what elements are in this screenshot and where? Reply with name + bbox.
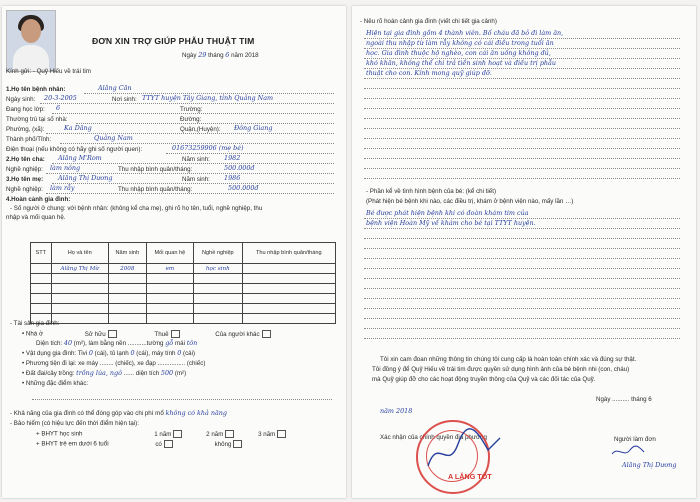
table-cell (242, 294, 335, 304)
reason-label: - Nêu rõ hoàn cảnh gia đình (viết chi tiết gia cảnh) (360, 18, 497, 25)
table-cell: Alăng Thị Mừ (51, 264, 108, 274)
disease-label: - Phần kể về tình hình bệnh của bé: (kể chi tiết) (366, 188, 497, 195)
household-note-2: nhập và mối quan hệ. (6, 214, 66, 221)
pledge-line-3: mà Quỹ giúp đỡ cho các hoạt động truyền thông của Quỹ và các đối tác của Quỹ. (372, 376, 596, 383)
district-value: Đông Giang (234, 124, 273, 132)
reason-line: Hiện tại gia đình gồm 4 thành viên. Bố cháu đã bỏ đi làm ăn, (366, 29, 564, 37)
dotted-line (364, 238, 680, 239)
table-cell (51, 314, 108, 324)
table-cell (242, 264, 335, 274)
dotted-line (364, 338, 680, 339)
right-page (352, 6, 696, 498)
table-cell (194, 294, 243, 304)
special-label: • Những đặc điểm khác: (22, 380, 89, 387)
dotted-line (364, 108, 680, 109)
left-date: năm 2018 (380, 407, 413, 415)
table-cell (146, 274, 193, 284)
ward-value: Ka Dăng (64, 124, 92, 132)
date-line: Ngày 29 tháng 6 năm 2018 (182, 51, 259, 59)
table-cell (194, 314, 243, 324)
table-cell (242, 274, 335, 284)
table-cell: 2008 (108, 264, 146, 274)
table-cell (242, 284, 335, 294)
mother-name: Alăng Thị Dương (58, 174, 113, 182)
table-cell (194, 284, 243, 294)
address-label: Thường trú tại số nhà: (6, 116, 68, 123)
table-cell (242, 304, 335, 314)
col-year: Năm sinh (108, 243, 146, 264)
table-cell (108, 314, 146, 324)
bhyt-child-row: + BHYT trẻ em dưới 6 tuổi có không (36, 440, 242, 448)
house-row: • Nhà ở Sở hữu Thuê Của người khác (22, 330, 271, 338)
addressee: Kính gửi: - Quỹ Hiếu về trái tim (6, 68, 91, 75)
table-row (31, 284, 336, 294)
mother-year-label: Năm sinh: (182, 176, 210, 183)
table-cell (146, 284, 193, 294)
bhyt-1yr-checkbox[interactable] (173, 430, 182, 438)
section1-heading: 1.Họ tên bệnh nhân: (6, 86, 66, 93)
left-page (2, 6, 346, 498)
dotted-line (364, 278, 680, 279)
dob-value: 20-3-2005 (44, 94, 77, 102)
street-label: Đường: (180, 116, 202, 123)
phone-value: 01673259906 (mẹ bé) (172, 144, 244, 152)
father-income: 500.000đ (224, 164, 255, 172)
dotted-line (364, 78, 680, 79)
bhyt-no-checkbox[interactable] (233, 440, 242, 448)
land-row: • Đất đai/cây trồng: trồng lúa, ngô ...... diện tích 500 (m²) (22, 369, 187, 377)
table-row (31, 264, 336, 274)
table-cell (146, 294, 193, 304)
dotted-line (364, 258, 680, 259)
table-row (31, 274, 336, 284)
col-name: Họ và tên (51, 243, 108, 264)
father-income-label: Thu nhập bình quân/tháng: (118, 166, 193, 173)
rent-checkbox[interactable] (171, 330, 180, 338)
disease-line: bệnh viện Hoàn Mỹ về khám cho bé tại TTYT huyện. (366, 219, 536, 227)
patient-name: Alăng Căn (98, 84, 132, 92)
goods-row: • Vật dụng gia đình: Tivi 0 (cái), tủ lạnh 0 (cái), máy tính 0 (cái) (22, 349, 196, 357)
table-cell (51, 294, 108, 304)
household-note-1: - Số người ở chung: với bệnh nhân: (không kể cha mẹ), ghi rõ họ tên, tuổi, nghề nghiệp, thu (10, 205, 263, 212)
dotted-line (364, 248, 680, 249)
table-row (31, 294, 336, 304)
father-name: Alăng M'Rom (58, 154, 102, 162)
bhyt-student-row: + BHYT học sinh 1 năm 2 năm 3 năm (36, 430, 286, 438)
ward-label: Phường, (xã): (6, 126, 45, 133)
school-label: Trường: (180, 106, 203, 113)
dotted-line (364, 268, 680, 269)
mother-income-label: Thu nhập bình quân/tháng: (118, 186, 193, 193)
household-table (30, 242, 336, 324)
table-cell (108, 294, 146, 304)
dob-label: Ngày sinh: (6, 96, 36, 103)
father-year-label: Năm sinh: (182, 156, 210, 163)
table-cell (242, 314, 335, 324)
table-cell (51, 304, 108, 314)
reason-line: thuật cho con. Kính mong quỹ giúp đỡ. (366, 69, 492, 77)
dotted-line (364, 168, 680, 169)
dotted-line (364, 308, 680, 309)
table-cell (51, 274, 108, 284)
father-year: 1982 (224, 154, 241, 162)
section4-heading: 4.Hoàn cảnh gia đình: (6, 196, 71, 203)
bhyt-3yr-checkbox[interactable] (277, 430, 286, 438)
applicant-initial-signature (610, 444, 646, 458)
dotted-line (364, 228, 680, 229)
sign-date: Ngày .......... tháng 6 (596, 396, 652, 403)
dotted-line (364, 318, 680, 319)
district-label: Quận,(Huyện): (180, 126, 221, 133)
table-cell: em (146, 264, 193, 274)
class-label: Đang học lớp: (6, 106, 45, 113)
dotted-line (364, 158, 680, 159)
table-cell (108, 284, 146, 294)
dotted-line (364, 128, 680, 129)
table-cell (31, 284, 52, 294)
dotted-line (364, 148, 680, 149)
col-job: Nghề nghiệp (194, 243, 243, 264)
patient-photo (6, 10, 56, 72)
vehicle-row: • Phương tiện đi lại: xe máy ........ (chiếc), xe đạp ................ (chiếc) (22, 360, 206, 367)
reason-line: khó khăn, không thể chi trả tiền sinh hoạt và điều trị phẫu (366, 59, 557, 67)
pledge-line-2: Tôi đồng ý để Quỹ Hiếu về trái tim được quyền sử dụng hình ảnh của bé bệnh nhi (con, cháu) (372, 366, 630, 373)
col-income: Thu nhập bình quân/tháng (242, 243, 335, 264)
disease-line: Bé được phát hiện bệnh khi có đoàn khám tim của (366, 209, 529, 217)
father-job-label: Nghề nghiệp: (6, 166, 43, 173)
assets-label: - Tài sản gia đình: (10, 320, 60, 327)
bhyt-yes-checkbox[interactable] (164, 440, 173, 448)
mother-income: 500.000đ (228, 184, 259, 192)
city-value: Quảng Nam (94, 134, 133, 142)
table-cell (108, 304, 146, 314)
dotted-line (364, 88, 680, 89)
dotted-line (364, 98, 680, 99)
class-value: 6 (56, 104, 61, 112)
birthplace-label: Nơi sinh: (112, 96, 137, 103)
dotted-line (364, 118, 680, 119)
ability-row: - Khả năng của gia đình có thể đóng góp vào chi phí mổ không có khả năng (10, 409, 228, 417)
form-title: ĐƠN XIN TRỢ GIÚP PHẪU THUẬT TIM (92, 36, 255, 46)
table-row (31, 314, 336, 324)
stamp-name: A LĂNG TỐT (448, 472, 492, 481)
phone-label: Điện thoại (nếu không có hãy ghi số người quen): (6, 146, 143, 153)
reason-line: học. Gia đình thuộc hộ nghèo, con cái ăn uống không đủ, (366, 49, 551, 57)
mother-job: làm rẫy (50, 184, 75, 192)
birthplace-value: TTYT huyện Tây Giang, tỉnh Quảng Nam (142, 94, 274, 102)
table-cell (51, 284, 108, 294)
table-cell (146, 304, 193, 314)
insurance-label: - Bảo hiểm (có hiệu lực đến thời điểm hiện tại): (10, 420, 139, 427)
someone-checkbox[interactable] (262, 330, 271, 338)
mother-job-label: Nghề nghiệp: (6, 186, 43, 193)
disease-sub: (Phát hiện bé bệnh khi nào, các điều trị, khám ở bệnh viện nào, mấy lần …) (366, 198, 574, 205)
table-cell (31, 264, 52, 274)
table-header-row (31, 243, 336, 264)
dotted-line (364, 298, 680, 299)
dotted-line (364, 288, 680, 289)
table-cell (31, 304, 52, 314)
table-cell (108, 274, 146, 284)
table-cell (31, 294, 52, 304)
father-job: làm nông (50, 164, 81, 172)
pledge-line-1: Tôi xin cam đoan những thông tin chúng tôi cung cấp là hoàn toàn chính xác và đúng sự thật. (380, 356, 637, 363)
reason-line: ngoài thu nhập từ làm rẫy không có cái điều trong tuổi ăn (366, 39, 554, 47)
mother-year: 1986 (224, 174, 241, 182)
applicant-signature: Alăng Thị Dương (622, 461, 677, 469)
dotted-line (364, 138, 680, 139)
official-signature (424, 426, 504, 476)
dotted-line (364, 178, 680, 179)
table-cell (31, 274, 52, 284)
area-row: Diện tích: 40 (m²), làm bằng nền ...........tường gỗ mái tôn (36, 339, 198, 347)
table-cell: học sinh (194, 264, 243, 274)
table-cell (146, 314, 193, 324)
section2-heading: 2.Họ tên cha: (6, 156, 45, 163)
table-row (31, 304, 336, 314)
local-confirm-label: Xác nhận của chính quyền địa phương (380, 434, 487, 441)
col-relation: Mối quan hệ (146, 243, 193, 264)
bhyt-2yr-checkbox[interactable] (225, 430, 234, 438)
col-stt: STT (31, 243, 52, 264)
dotted-line (364, 328, 680, 329)
table-cell (194, 304, 243, 314)
city-label: Thành phố/Tỉnh: (6, 136, 52, 143)
own-checkbox[interactable] (108, 330, 117, 338)
applicant-label: Người làm đơn (614, 436, 656, 443)
table-cell (194, 274, 243, 284)
section3-heading: 3.Họ tên mẹ: (6, 176, 44, 183)
